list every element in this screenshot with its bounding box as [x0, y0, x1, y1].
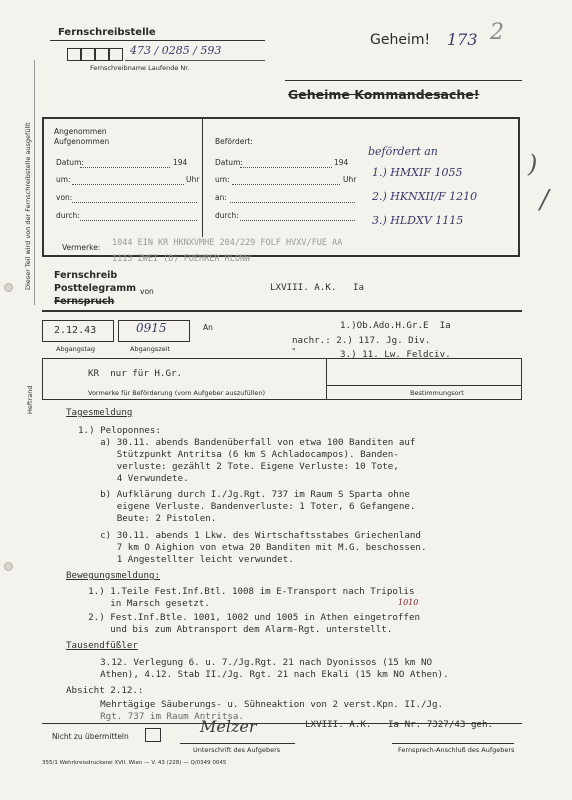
code-box	[67, 48, 81, 61]
serial-rule	[125, 60, 265, 61]
dispatch-recipient-2: nachr.: 2.) 117. Jg. Div.	[292, 335, 431, 346]
code-box	[109, 48, 123, 61]
dispatch-date-caption: Abgangstag	[56, 345, 95, 353]
struck-classification: Geheime Kommandesache!	[288, 87, 480, 102]
received-label-2: Aufgenommen	[54, 137, 110, 146]
received-label: Angenommen	[54, 127, 107, 136]
serial-caption: Fernschreibname Laufende Nr.	[90, 64, 190, 72]
routing-line-1: 1.) HMXIF 1055	[372, 166, 463, 179]
movement-line: 1.) 1.Teile Fest.Inf.Btl. 1008 im E-Transport nach Tripolis	[66, 586, 415, 597]
classification-rule	[285, 80, 522, 81]
body-line: Beute: 2 Pistolen.	[78, 513, 217, 524]
pencil-mark: 2	[490, 20, 504, 45]
priority-note: KR nur für H.Gr.	[88, 368, 183, 379]
classification-stamp: Geheim!	[370, 32, 431, 48]
receipt-block	[42, 117, 520, 257]
code-box	[95, 48, 109, 61]
dispatch-an-label: An	[203, 323, 213, 332]
margin-cut-note: Dieser Teil wird von der Fernschreibstelle ausgefüllt	[24, 122, 32, 290]
received-time-field	[72, 184, 184, 185]
routing-brace-mark: )	[528, 150, 538, 178]
not-transmit-label: Nicht zu übermitteln	[52, 732, 129, 741]
method-fernschreib: Fernschreib	[54, 270, 118, 281]
movement-line: 2.) Fest.Inf.Btle. 1001, 1002 und 1005 in Athen eingetroffen	[66, 612, 421, 623]
received-uhr: Uhr	[186, 175, 200, 184]
vermerke-line-1: 1044 EIN KR HKNXVMHE 204/229 FOLF HVXV/FUE AA	[112, 238, 343, 248]
body-line: c) 30.11. abends 1 Lkw. des Wirtschaftsstabes Griechenland	[78, 530, 421, 541]
dispatch-recipient-3: 3.) 11. Lw. Feldciv.	[340, 349, 451, 360]
method-posttelegramm: Posttelegramm	[54, 283, 137, 294]
method-von: von	[140, 287, 154, 296]
section-movement-title: Bewegungsmeldung:	[66, 570, 161, 581]
margin-rule	[34, 60, 35, 305]
printer-imprint: 355/1 Wehrkreisdruckerei XVII. Wien — V. 43 (228) — Q/0349 0045	[42, 760, 227, 766]
dispatch-time: 0915	[136, 321, 167, 335]
signoff-line: LXVIII. A.K. Ia Nr. 7327/43 geh.	[305, 719, 494, 730]
forwarded-label: Befördert:	[215, 137, 253, 146]
routing-tick-mark: /	[540, 185, 549, 215]
routing-line-3: 3.) HLDXV 1115	[372, 214, 464, 227]
body-line: 4 Verwundete.	[78, 473, 189, 484]
dest-rule	[326, 385, 522, 386]
punch-hole	[4, 562, 13, 571]
insert-correction: 1010	[398, 598, 419, 607]
vermerke-line-2: 1113 ZWEI (D) FUEHRER RLONW	[112, 254, 251, 264]
method-fernspruch: Fernspruch	[54, 296, 115, 307]
forwarded-date-field	[240, 167, 332, 168]
serial-handwritten: 473 / 0285 / 593	[130, 44, 222, 57]
not-transmit-checkbox	[145, 728, 161, 742]
method-rule	[42, 310, 522, 312]
received-from-field	[72, 202, 197, 203]
section-intent-title: Absicht 2.12.:	[66, 685, 144, 696]
dispatch-ditto: "	[292, 347, 296, 356]
dispatch-recipient-1: 1.)Ob.Ado.H.Gr.E Ia	[340, 320, 451, 331]
forwarded-to-field	[230, 202, 355, 203]
forwarded-time-field	[232, 184, 340, 185]
forwarded-by-field	[240, 220, 355, 221]
body-line: Stützpunkt Antritsa (6 km S Achladocampos). Banden-	[78, 449, 399, 460]
dispatch-date: 2.12.43	[54, 325, 97, 336]
received-from-label: von:	[56, 193, 73, 202]
destination-caption: Bestimmungsort	[410, 389, 464, 397]
section-codename-title: Tausendfüßler	[66, 640, 138, 651]
phone-caption: Fernsprech-Anschluß des Aufgebers	[398, 746, 515, 754]
forwarded-by-label: durch:	[215, 211, 239, 220]
body-line: a) 30.11. abends Bandenüberfall von etwa 100 Banditen auf	[78, 437, 416, 448]
forwarded-time-label: um:	[215, 175, 230, 184]
station-title: Fernschreibstelle	[58, 27, 156, 38]
codename-line: 3.12. Verlegung 6. u. 7./Jg.Rgt. 21 nach Dyonissos (15 km NO	[78, 657, 433, 668]
intent-line: Mehrtägige Säuberungs- u. Sühneaktion von 2 verst.Kpn. II./Jg.	[78, 699, 444, 710]
forwarded-to-label: an:	[215, 193, 227, 202]
movement-line: und bis zum Abtransport dem Alarm-Rgt. unterstellt.	[66, 624, 393, 635]
header-rule	[50, 40, 265, 41]
priority-caption: Vormerke für Beförderung (vom Aufgeber auszufüllen)	[88, 389, 266, 397]
forwarded-uhr: Uhr	[343, 175, 357, 184]
body-line: eigene Verluste. Bandenverluste: 1 Toter, 6 Gefangene.	[78, 501, 416, 512]
body-line: 1 Angestellter leicht verwundet.	[78, 554, 294, 565]
received-time-label: um:	[56, 175, 71, 184]
phone-rule	[392, 743, 514, 744]
classification-number: 173	[447, 30, 478, 49]
body-line: b) Aufklärung durch I./Jg.Rgt. 737 im Raum S Sparta ohne	[78, 489, 410, 500]
received-by-field	[80, 220, 197, 221]
dispatch-time-caption: Abgangszeit	[130, 345, 171, 353]
body-line: 1.) Peloponnes:	[78, 425, 161, 436]
receipt-divider	[202, 119, 203, 237]
body-line: verluste: gezählt 2 Tote. Eigene Verluste: 10 Tote,	[78, 461, 399, 472]
intent-line: Rgt. 737 im Raum Antritsa.	[78, 711, 244, 722]
punch-hole	[4, 283, 13, 292]
body-title: Tagesmeldung	[66, 407, 133, 418]
routing-heading: befördert an	[368, 145, 438, 158]
received-by-label: durch:	[56, 211, 80, 220]
body-line: 7 km O Aighion von etwa 20 Banditen mit M.G. beschossen.	[78, 542, 427, 553]
vermerke-label: Vermerke:	[62, 243, 101, 252]
forwarded-date-label: Datum:	[215, 158, 243, 167]
forwarded-year: 194	[334, 158, 349, 167]
routing-line-2: 2.) HKNXII/F 1210	[372, 190, 478, 203]
code-box	[81, 48, 95, 61]
received-year: 194	[173, 158, 188, 167]
method-sender: LXVIII. A.K. Ia	[270, 282, 365, 293]
signature-caption: Unterschrift des Aufgebers	[193, 746, 281, 754]
signature: Melzer	[200, 717, 257, 736]
signature-rule	[180, 743, 295, 744]
movement-line: in Marsch gesetzt.	[66, 598, 210, 609]
received-date-field	[80, 167, 170, 168]
received-date-label: Datum:	[56, 158, 84, 167]
margin-stitch-label: Heftrand	[26, 385, 34, 414]
priority-divider	[326, 358, 327, 400]
codename-line: Athen), 4.12. Stab II./Jg. Rgt. 21 nach Ekali (15 km NO Athen).	[78, 669, 449, 680]
